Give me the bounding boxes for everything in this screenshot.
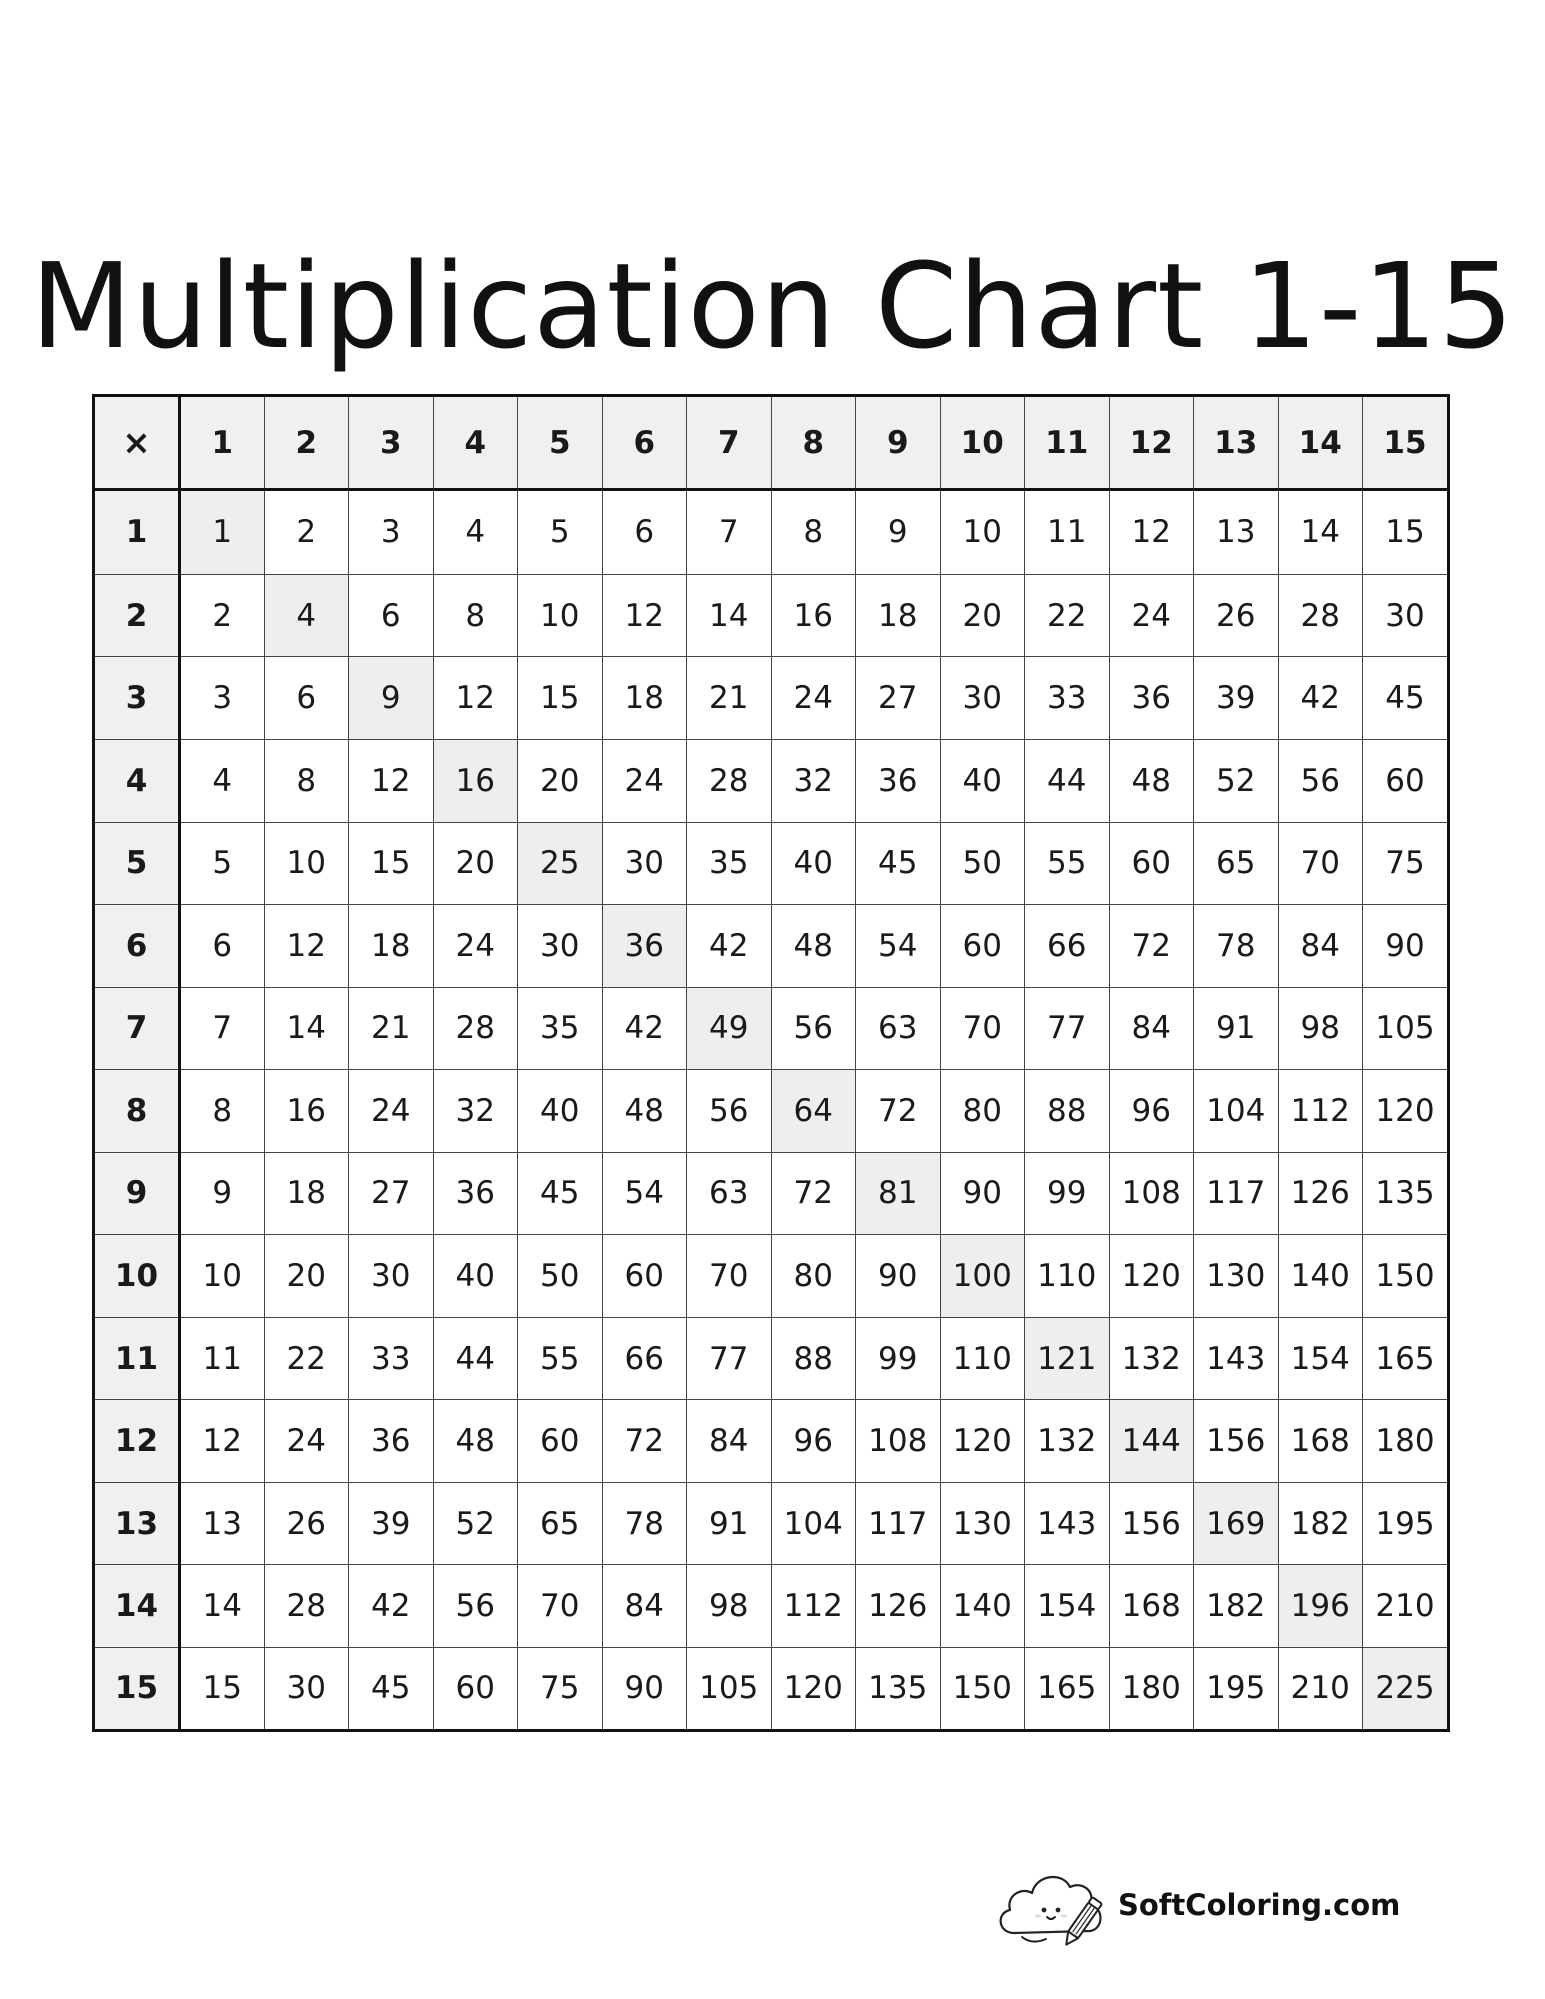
product-cell: 135 <box>1363 1152 1448 1235</box>
product-cell: 182 <box>1194 1565 1279 1648</box>
product-cell: 140 <box>940 1565 1025 1648</box>
product-cell: 24 <box>349 1070 434 1153</box>
product-cell: 135 <box>856 1647 941 1729</box>
column-header: 6 <box>602 397 687 490</box>
product-cell: 16 <box>264 1070 349 1153</box>
product-cell: 48 <box>1109 739 1194 822</box>
product-cell: 28 <box>687 739 772 822</box>
product-cell: 165 <box>1025 1647 1110 1729</box>
product-cell: 195 <box>1363 1482 1448 1565</box>
product-cell: 32 <box>771 739 856 822</box>
product-cell: 56 <box>433 1565 518 1648</box>
table-row <box>95 1317 1447 1400</box>
product-cell: 54 <box>856 905 941 988</box>
product-cell: 6 <box>349 574 434 657</box>
product-cell: 32 <box>433 1070 518 1153</box>
product-cell: 180 <box>1109 1647 1194 1729</box>
product-cell: 45 <box>856 822 941 905</box>
product-cell: 72 <box>602 1400 687 1483</box>
product-cell: 88 <box>771 1317 856 1400</box>
product-cell: 60 <box>602 1235 687 1318</box>
product-cell: 8 <box>264 739 349 822</box>
product-cell: 4 <box>433 490 518 575</box>
product-cell: 56 <box>687 1070 772 1153</box>
product-cell: 30 <box>518 905 603 988</box>
product-cell: 90 <box>602 1647 687 1729</box>
product-cell: 80 <box>940 1070 1025 1153</box>
product-cell: 143 <box>1025 1482 1110 1565</box>
product-cell: 77 <box>1025 987 1110 1070</box>
product-cell: 20 <box>264 1235 349 1318</box>
product-cell: 26 <box>264 1482 349 1565</box>
corner-times-symbol: × <box>95 397 180 490</box>
product-cell: 126 <box>856 1565 941 1648</box>
product-cell: 10 <box>940 490 1025 575</box>
table-row <box>95 1152 1447 1235</box>
table-row <box>95 574 1447 657</box>
product-cell: 42 <box>1278 657 1363 740</box>
product-cell: 18 <box>602 657 687 740</box>
square-cell: 16 <box>433 739 518 822</box>
product-cell: 110 <box>940 1317 1025 1400</box>
product-cell: 6 <box>180 905 265 988</box>
product-cell: 42 <box>602 987 687 1070</box>
product-cell: 40 <box>771 822 856 905</box>
product-cell: 45 <box>349 1647 434 1729</box>
product-cell: 80 <box>771 1235 856 1318</box>
product-cell: 5 <box>180 822 265 905</box>
product-cell: 72 <box>856 1070 941 1153</box>
product-cell: 120 <box>1363 1070 1448 1153</box>
square-cell: 196 <box>1278 1565 1363 1648</box>
product-cell: 84 <box>1278 905 1363 988</box>
product-cell: 28 <box>1278 574 1363 657</box>
header-row <box>95 397 1447 490</box>
product-cell: 168 <box>1109 1565 1194 1648</box>
product-cell: 50 <box>940 822 1025 905</box>
product-cell: 96 <box>771 1400 856 1483</box>
product-cell: 120 <box>940 1400 1025 1483</box>
product-cell: 60 <box>940 905 1025 988</box>
row-header: 8 <box>95 1070 180 1153</box>
product-cell: 70 <box>687 1235 772 1318</box>
square-cell: 81 <box>856 1152 941 1235</box>
product-cell: 42 <box>349 1565 434 1648</box>
product-cell: 15 <box>180 1647 265 1729</box>
product-cell: 7 <box>180 987 265 1070</box>
square-cell: 9 <box>349 657 434 740</box>
product-cell: 45 <box>518 1152 603 1235</box>
product-cell: 56 <box>1278 739 1363 822</box>
product-cell: 5 <box>518 490 603 575</box>
product-cell: 60 <box>1109 822 1194 905</box>
product-cell: 24 <box>1109 574 1194 657</box>
product-cell: 24 <box>771 657 856 740</box>
product-cell: 130 <box>1194 1235 1279 1318</box>
product-cell: 210 <box>1278 1647 1363 1729</box>
product-cell: 15 <box>1363 490 1448 575</box>
row-header: 15 <box>95 1647 180 1729</box>
product-cell: 63 <box>687 1152 772 1235</box>
product-cell: 112 <box>771 1565 856 1648</box>
product-cell: 27 <box>349 1152 434 1235</box>
product-cell: 30 <box>349 1235 434 1318</box>
product-cell: 63 <box>856 987 941 1070</box>
product-cell: 3 <box>349 490 434 575</box>
table-row <box>95 739 1447 822</box>
product-cell: 52 <box>1194 739 1279 822</box>
product-cell: 15 <box>349 822 434 905</box>
product-cell: 132 <box>1109 1317 1194 1400</box>
product-cell: 6 <box>602 490 687 575</box>
product-cell: 65 <box>1194 822 1279 905</box>
square-cell: 64 <box>771 1070 856 1153</box>
product-cell: 132 <box>1025 1400 1110 1483</box>
product-cell: 90 <box>1363 905 1448 988</box>
column-header: 11 <box>1025 397 1110 490</box>
product-cell: 150 <box>940 1647 1025 1729</box>
product-cell: 30 <box>1363 574 1448 657</box>
product-cell: 7 <box>687 490 772 575</box>
square-cell: 225 <box>1363 1647 1448 1729</box>
row-header: 6 <box>95 905 180 988</box>
square-cell: 36 <box>602 905 687 988</box>
product-cell: 21 <box>687 657 772 740</box>
product-cell: 108 <box>856 1400 941 1483</box>
product-cell: 10 <box>180 1235 265 1318</box>
product-cell: 70 <box>940 987 1025 1070</box>
column-header: 2 <box>264 397 349 490</box>
product-cell: 88 <box>1025 1070 1110 1153</box>
product-cell: 165 <box>1363 1317 1448 1400</box>
product-cell: 48 <box>433 1400 518 1483</box>
product-cell: 20 <box>940 574 1025 657</box>
row-header: 5 <box>95 822 180 905</box>
product-cell: 40 <box>518 1070 603 1153</box>
table-row <box>95 1565 1447 1648</box>
product-cell: 117 <box>856 1482 941 1565</box>
product-cell: 60 <box>518 1400 603 1483</box>
product-cell: 143 <box>1194 1317 1279 1400</box>
column-header: 15 <box>1363 397 1448 490</box>
product-cell: 14 <box>180 1565 265 1648</box>
table-row <box>95 1070 1447 1153</box>
brand-name: SoftColoring.com <box>1118 1888 1401 1922</box>
product-cell: 90 <box>940 1152 1025 1235</box>
row-header: 1 <box>95 490 180 575</box>
column-header: 1 <box>180 397 265 490</box>
product-cell: 195 <box>1194 1647 1279 1729</box>
column-header: 3 <box>349 397 434 490</box>
product-cell: 26 <box>1194 574 1279 657</box>
product-cell: 27 <box>856 657 941 740</box>
product-cell: 84 <box>687 1400 772 1483</box>
table-row <box>95 1482 1447 1565</box>
table-row <box>95 822 1447 905</box>
product-cell: 60 <box>1363 739 1448 822</box>
product-cell: 40 <box>940 739 1025 822</box>
table-row <box>95 1647 1447 1729</box>
product-cell: 75 <box>1363 822 1448 905</box>
column-header: 12 <box>1109 397 1194 490</box>
product-cell: 72 <box>771 1152 856 1235</box>
product-cell: 120 <box>771 1647 856 1729</box>
column-header: 9 <box>856 397 941 490</box>
product-cell: 35 <box>518 987 603 1070</box>
row-header: 12 <box>95 1400 180 1483</box>
product-cell: 16 <box>771 574 856 657</box>
product-cell: 105 <box>687 1647 772 1729</box>
square-cell: 1 <box>180 490 265 575</box>
product-cell: 12 <box>264 905 349 988</box>
product-cell: 21 <box>349 987 434 1070</box>
row-header: 7 <box>95 987 180 1070</box>
product-cell: 126 <box>1278 1152 1363 1235</box>
product-cell: 11 <box>180 1317 265 1400</box>
product-cell: 14 <box>1278 490 1363 575</box>
product-cell: 70 <box>518 1565 603 1648</box>
brand-logo <box>992 1855 1400 1955</box>
product-cell: 42 <box>687 905 772 988</box>
table-row <box>95 490 1447 575</box>
product-cell: 44 <box>433 1317 518 1400</box>
product-cell: 98 <box>1278 987 1363 1070</box>
product-cell: 3 <box>180 657 265 740</box>
square-cell: 100 <box>940 1235 1025 1318</box>
product-cell: 20 <box>518 739 603 822</box>
product-cell: 75 <box>518 1647 603 1729</box>
row-header: 13 <box>95 1482 180 1565</box>
table-row <box>95 657 1447 740</box>
square-cell: 169 <box>1194 1482 1279 1565</box>
product-cell: 117 <box>1194 1152 1279 1235</box>
page-title: Multiplication Chart 1-15 <box>30 237 1515 376</box>
product-cell: 12 <box>349 739 434 822</box>
product-cell: 20 <box>433 822 518 905</box>
column-header: 10 <box>940 397 1025 490</box>
cloud-pencil-mascot-icon <box>992 1855 1112 1955</box>
product-cell: 98 <box>687 1565 772 1648</box>
column-header: 4 <box>433 397 518 490</box>
product-cell: 84 <box>602 1565 687 1648</box>
product-cell: 36 <box>856 739 941 822</box>
product-cell: 156 <box>1109 1482 1194 1565</box>
product-cell: 33 <box>1025 657 1110 740</box>
product-cell: 99 <box>856 1317 941 1400</box>
product-cell: 182 <box>1278 1482 1363 1565</box>
product-cell: 30 <box>602 822 687 905</box>
product-cell: 28 <box>264 1565 349 1648</box>
product-cell: 66 <box>602 1317 687 1400</box>
product-cell: 45 <box>1363 657 1448 740</box>
product-cell: 54 <box>602 1152 687 1235</box>
product-cell: 18 <box>264 1152 349 1235</box>
square-cell: 144 <box>1109 1400 1194 1483</box>
product-cell: 30 <box>264 1647 349 1729</box>
product-cell: 70 <box>1278 822 1363 905</box>
product-cell: 44 <box>1025 739 1110 822</box>
product-cell: 78 <box>1194 905 1279 988</box>
product-cell: 33 <box>349 1317 434 1400</box>
product-cell: 10 <box>264 822 349 905</box>
product-cell: 180 <box>1363 1400 1448 1483</box>
product-cell: 77 <box>687 1317 772 1400</box>
product-cell: 14 <box>264 987 349 1070</box>
square-cell: 49 <box>687 987 772 1070</box>
product-cell: 78 <box>602 1482 687 1565</box>
product-cell: 56 <box>771 987 856 1070</box>
product-cell: 140 <box>1278 1235 1363 1318</box>
row-header: 9 <box>95 1152 180 1235</box>
product-cell: 50 <box>518 1235 603 1318</box>
row-header: 3 <box>95 657 180 740</box>
column-header: 14 <box>1278 397 1363 490</box>
product-cell: 99 <box>1025 1152 1110 1235</box>
product-cell: 150 <box>1363 1235 1448 1318</box>
product-cell: 24 <box>433 905 518 988</box>
product-cell: 154 <box>1025 1565 1110 1648</box>
product-cell: 91 <box>687 1482 772 1565</box>
product-cell: 55 <box>518 1317 603 1400</box>
product-cell: 12 <box>602 574 687 657</box>
product-cell: 2 <box>264 490 349 575</box>
square-cell: 121 <box>1025 1317 1110 1400</box>
product-cell: 112 <box>1278 1070 1363 1153</box>
product-cell: 9 <box>856 490 941 575</box>
product-cell: 24 <box>602 739 687 822</box>
multiplication-table <box>92 394 1450 1732</box>
square-cell: 4 <box>264 574 349 657</box>
product-cell: 13 <box>180 1482 265 1565</box>
row-header: 11 <box>95 1317 180 1400</box>
table-row <box>95 905 1447 988</box>
table-row <box>95 1400 1447 1483</box>
product-cell: 210 <box>1363 1565 1448 1648</box>
product-cell: 66 <box>1025 905 1110 988</box>
product-cell: 22 <box>1025 574 1110 657</box>
product-cell: 154 <box>1278 1317 1363 1400</box>
product-cell: 110 <box>1025 1235 1110 1318</box>
multiplication-grid <box>95 397 1447 1729</box>
product-cell: 18 <box>349 905 434 988</box>
row-header: 2 <box>95 574 180 657</box>
product-cell: 36 <box>1109 657 1194 740</box>
product-cell: 40 <box>433 1235 518 1318</box>
column-header: 7 <box>687 397 772 490</box>
row-header: 14 <box>95 1565 180 1648</box>
product-cell: 96 <box>1109 1070 1194 1153</box>
product-cell: 8 <box>433 574 518 657</box>
product-cell: 60 <box>433 1647 518 1729</box>
product-cell: 12 <box>433 657 518 740</box>
product-cell: 104 <box>771 1482 856 1565</box>
product-cell: 84 <box>1109 987 1194 1070</box>
table-row <box>95 1235 1447 1318</box>
table-row <box>95 987 1447 1070</box>
product-cell: 104 <box>1194 1070 1279 1153</box>
product-cell: 36 <box>349 1400 434 1483</box>
product-cell: 11 <box>1025 490 1110 575</box>
product-cell: 12 <box>180 1400 265 1483</box>
product-cell: 28 <box>433 987 518 1070</box>
product-cell: 12 <box>1109 490 1194 575</box>
product-cell: 120 <box>1109 1235 1194 1318</box>
product-cell: 36 <box>433 1152 518 1235</box>
product-cell: 55 <box>1025 822 1110 905</box>
product-cell: 39 <box>1194 657 1279 740</box>
product-cell: 48 <box>602 1070 687 1153</box>
product-cell: 4 <box>180 739 265 822</box>
product-cell: 8 <box>180 1070 265 1153</box>
product-cell: 22 <box>264 1317 349 1400</box>
column-header: 13 <box>1194 397 1279 490</box>
product-cell: 105 <box>1363 987 1448 1070</box>
product-cell: 18 <box>856 574 941 657</box>
product-cell: 91 <box>1194 987 1279 1070</box>
product-cell: 156 <box>1194 1400 1279 1483</box>
product-cell: 10 <box>518 574 603 657</box>
product-cell: 8 <box>771 490 856 575</box>
product-cell: 39 <box>349 1482 434 1565</box>
row-header: 4 <box>95 739 180 822</box>
product-cell: 30 <box>940 657 1025 740</box>
product-cell: 2 <box>180 574 265 657</box>
product-cell: 130 <box>940 1482 1025 1565</box>
product-cell: 24 <box>264 1400 349 1483</box>
product-cell: 90 <box>856 1235 941 1318</box>
product-cell: 9 <box>180 1152 265 1235</box>
product-cell: 13 <box>1194 490 1279 575</box>
product-cell: 168 <box>1278 1400 1363 1483</box>
product-cell: 6 <box>264 657 349 740</box>
product-cell: 14 <box>687 574 772 657</box>
product-cell: 35 <box>687 822 772 905</box>
row-header: 10 <box>95 1235 180 1318</box>
square-cell: 25 <box>518 822 603 905</box>
product-cell: 108 <box>1109 1152 1194 1235</box>
product-cell: 15 <box>518 657 603 740</box>
product-cell: 72 <box>1109 905 1194 988</box>
product-cell: 48 <box>771 905 856 988</box>
column-header: 8 <box>771 397 856 490</box>
column-header: 5 <box>518 397 603 490</box>
product-cell: 52 <box>433 1482 518 1565</box>
product-cell: 65 <box>518 1482 603 1565</box>
